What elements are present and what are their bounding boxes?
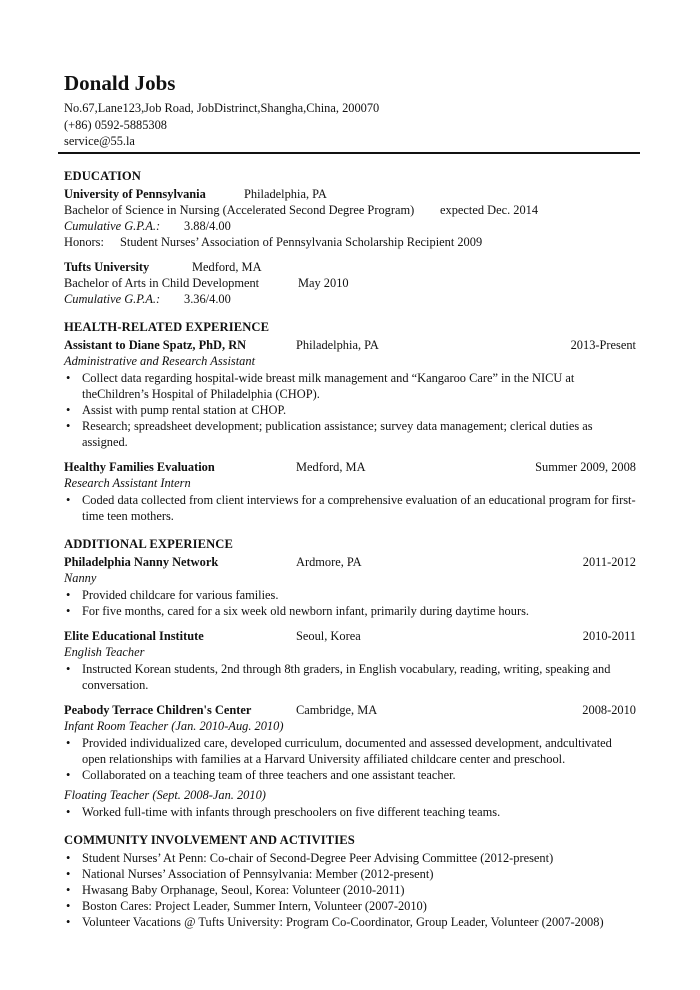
degree-date: expected Dec. 2014: [440, 203, 539, 217]
degree: Bachelor of Science in Nursing (Accelerated Second Degree Program): [64, 203, 415, 217]
section-title: EDUCATION: [64, 169, 141, 183]
job-location: Philadelphia, PA: [296, 338, 379, 352]
header-divider: [58, 152, 640, 154]
honors-label: Honors:: [64, 235, 104, 249]
bullet-item: • Instructed Korean students, 2nd through 8th graders, in English vocabulary, reading, writing, speaking and conversation.: [64, 661, 636, 693]
health-experience-section: [64, 319, 636, 524]
additional-experience-section: [64, 536, 636, 820]
candidate-name: Donald Jobs: [64, 71, 176, 95]
job-date: Summer 2009, 2008: [535, 460, 636, 474]
section-title: HEALTH-RELATED EXPERIENCE: [64, 320, 270, 334]
degree-date: May 2010: [298, 276, 349, 290]
job-bullets-secondary: [64, 804, 636, 820]
community-section: [64, 832, 636, 930]
gpa-label: Cumulative G.P.A.:: [64, 219, 161, 233]
school-name: Tufts University: [64, 260, 150, 274]
job-date: 2013-Present: [570, 338, 636, 352]
job-bullets: [64, 661, 636, 693]
resume-body: [64, 168, 636, 930]
bullet-item: • For five months, cared for a six week old newborn infant, primarily during daytime hours.: [64, 603, 636, 619]
gpa-value: 3.88/4.00: [184, 219, 231, 233]
school-location: Medford, MA: [192, 260, 262, 274]
job-location: Seoul, Korea: [296, 629, 361, 643]
resume-header: [64, 70, 644, 150]
job-role: Nanny: [64, 571, 97, 585]
community-item: • National Nurses’ Association of Pennsylvania: Member (2012-present): [64, 866, 636, 882]
job-bullets: [64, 735, 636, 783]
degree: Bachelor of Arts in Child Development: [64, 276, 260, 290]
job-bullets: [64, 370, 636, 450]
education-entry: [64, 186, 636, 250]
job-date: 2008-2010: [582, 703, 636, 717]
job-entry: [64, 702, 636, 820]
job-entry: [64, 554, 636, 619]
job-date: 2011-2012: [582, 555, 636, 569]
section-title: ADDITIONAL EXPERIENCE: [64, 537, 233, 551]
job-role: English Teacher: [64, 645, 145, 659]
job-entry: [64, 628, 636, 693]
gpa-value: 3.36/4.00: [184, 292, 231, 306]
job-org: Philadelphia Nanny Network: [64, 555, 219, 569]
job-role: Infant Room Teacher (Jan. 2010-Aug. 2010): [64, 719, 284, 733]
bullet-item: • Worked full-time with infants through preschoolers on five different teaching teams.: [64, 804, 636, 820]
education-section: [64, 168, 636, 307]
bullet-item: • Research; spreadsheet development; publication assistance; survey data management; clerical duties as assigned.: [64, 418, 636, 450]
community-list: [64, 850, 636, 930]
job-location: Ardmore, PA: [296, 555, 362, 569]
job-org: Assistant to Diane Spatz, PhD, RN: [64, 338, 247, 352]
email: service@55.la: [64, 134, 135, 148]
school-location: Philadelphia, PA: [244, 187, 327, 201]
job-entry: [64, 337, 636, 450]
section-title: COMMUNITY INVOLVEMENT AND ACTIVITIES: [64, 833, 355, 847]
job-org: Peabody Terrace Children's Center: [64, 703, 252, 717]
gpa-label: Cumulative G.P.A.:: [64, 292, 161, 306]
bullet-item: • Provided childcare for various families.: [64, 587, 636, 603]
job-bullets: [64, 492, 636, 524]
phone: (+86) 0592-5885308: [64, 117, 168, 132]
bullet-item: • Provided individualized care, developed curriculum, documented and assessed development, andcultivated open relationships with families at a Harvard University affiliated childcare center and preschool.: [64, 735, 636, 767]
job-role: Administrative and Research Assistant: [64, 354, 256, 368]
bullet-item: • Assist with pump rental station at CHOP.: [64, 402, 636, 418]
job-org: Elite Educational Institute: [64, 629, 204, 643]
job-location: Medford, MA: [296, 460, 366, 474]
bullet-item: • Coded data collected from client interviews for a comprehensive evaluation of an educational program for first-time teen mothers.: [64, 492, 636, 524]
job-bullets: [64, 587, 636, 619]
education-entry: [64, 259, 636, 307]
address: No.67,Lane123,Job Road, JobDistrinct,Shangha,China, 200070: [64, 101, 380, 115]
school-name: University of Pennsylvania: [64, 187, 206, 201]
job-org: Healthy Families Evaluation: [64, 460, 215, 474]
job-entry: [64, 459, 636, 524]
job-location: Cambridge, MA: [296, 703, 378, 717]
community-item: • Student Nurses’ At Penn: Co-chair of Second-Degree Peer Advising Committee (2012-present): [64, 850, 636, 866]
community-item: • Hwasang Baby Orphanage, Seoul, Korea: Volunteer (2010-2011): [64, 882, 636, 898]
job-role: Research Assistant Intern: [64, 476, 191, 490]
community-item: • Volunteer Vacations @ Tufts University: Program Co-Coordinator, Group Leader, Volunteer (2007-2008): [64, 914, 636, 930]
honors-value: Student Nurses’ Association of Pennsylvania Scholarship Recipient 2009: [120, 235, 483, 249]
job-date: 2010-2011: [582, 629, 636, 643]
bullet-item: • Collaborated on a teaching team of three teachers and one assistant teacher.: [64, 767, 636, 783]
community-item: • Boston Cares: Project Leader, Summer Intern, Volunteer (2007-2010): [64, 898, 636, 914]
bullet-item: • Collect data regarding hospital-wide breast milk management and “Kangaroo Care” in the NICU at theChildren’s Hospital of Philadelphia (CHOP).: [64, 370, 636, 402]
job-role-secondary: Floating Teacher (Sept. 2008-Jan. 2010): [64, 788, 266, 802]
